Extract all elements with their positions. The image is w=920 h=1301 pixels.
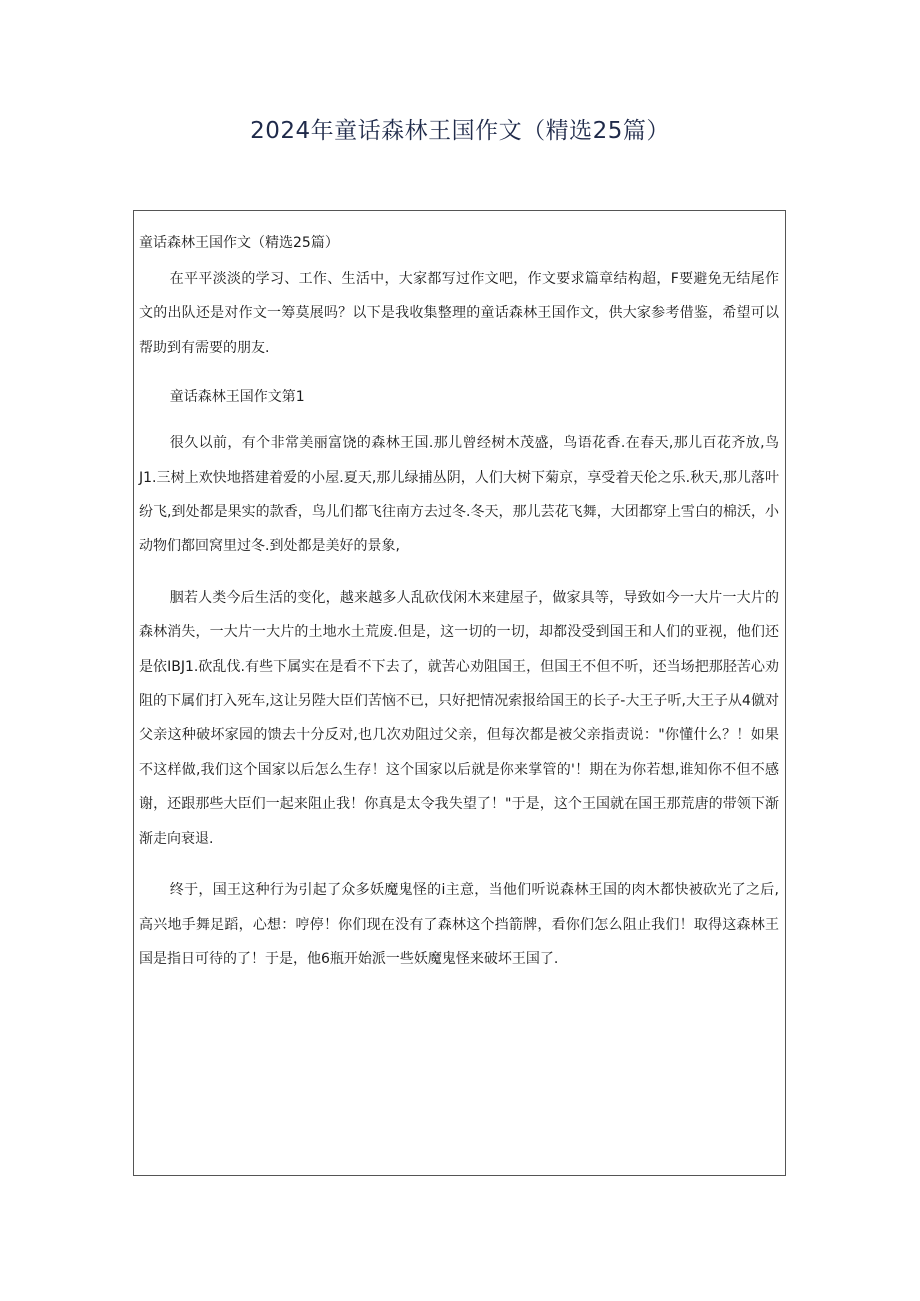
story-paragraph: 胭若人类今后生活的变化，越来越多人乱砍伐闲木来建屋子，做家具等，导致如今一大片一大片的森林消失，一大片一大片的土地水土荒废.但是，这一切的一切，却都没受到国王和人们的亚视，他们还是依IBJ1.砍乱伐.有些下属实在是看不下去了，就苦心劝阻国王，但国王不但不听，还当场把那胫苦心劝阻的下属们打入死车,这让另陛大臣们苦恼不已，只好把情况索报给国王的长子-大王子听,大王子从4僦对父亲这种破坏家园的馈去十分反对,也几次劝阻过父亲，但每次都是被父亲指责说："你懂什么？！如果不这样做,我们这个国家以后怎么生存！这个国家以后就是你来掌管的'！期在为你若想,谁知你不但不感谢，还跟那些大臣们一起来阻止我！你真是太令我失望了！"于是，这个王国就在国王那荒唐的带领下渐渐走向衰退.: [139, 589, 779, 847]
section-heading: 童话森林王国作文第1: [169, 389, 305, 406]
content-subtitle: 童话森林王国作文（精选25篇）: [139, 235, 339, 251]
story-paragraph: 很久以前，有个非常美丽富饶的森林王国.那儿曾经树木茂盛，鸟语花香.在春天,那儿百花齐放,鸟J1.三树上欢快地搭建着爱的小屋.夏天,那儿绿捕丛阴，人们大树下菊京，享受着天伦之乐.秋天,那儿落叶纷飞,到处都是果实的款香，鸟儿们都飞往南方去过冬.冬天，那儿芸花飞舞，大团都穿上雪白的棉沃，小动物们都回窝里过冬.到处都是美好的景象,: [139, 435, 779, 555]
content-box: [133, 210, 786, 1176]
content-body: [134, 211, 785, 976]
intro-paragraph: 在平平淡淡的学习、工作、生活中，大家都写过作文吧，作文要求篇章结构超，F要避免无结尾作文的出队还是对作文一筹莫展吗？以下是我收集整理的童话森林王国作文，供大家参考借鉴，希望可以帮助到有需要的朋友.: [139, 271, 779, 356]
story-paragraph: 终于，国王这种行为引起了众多妖魔鬼怪的i主意，当他们听说森林王国的肉木都快被砍光了之后,高兴地手舞足蹈，心想：哼停！你们现在没有了森林这个挡箭牌，看你们怎么阻止我们！取得这森林王国是指日可待的了！于是，他6瓶开始派一些妖魔鬼怪来破坏王国了.: [139, 882, 779, 967]
page-title: 2024年童话森林王国作文（精选25篇）: [250, 118, 670, 144]
